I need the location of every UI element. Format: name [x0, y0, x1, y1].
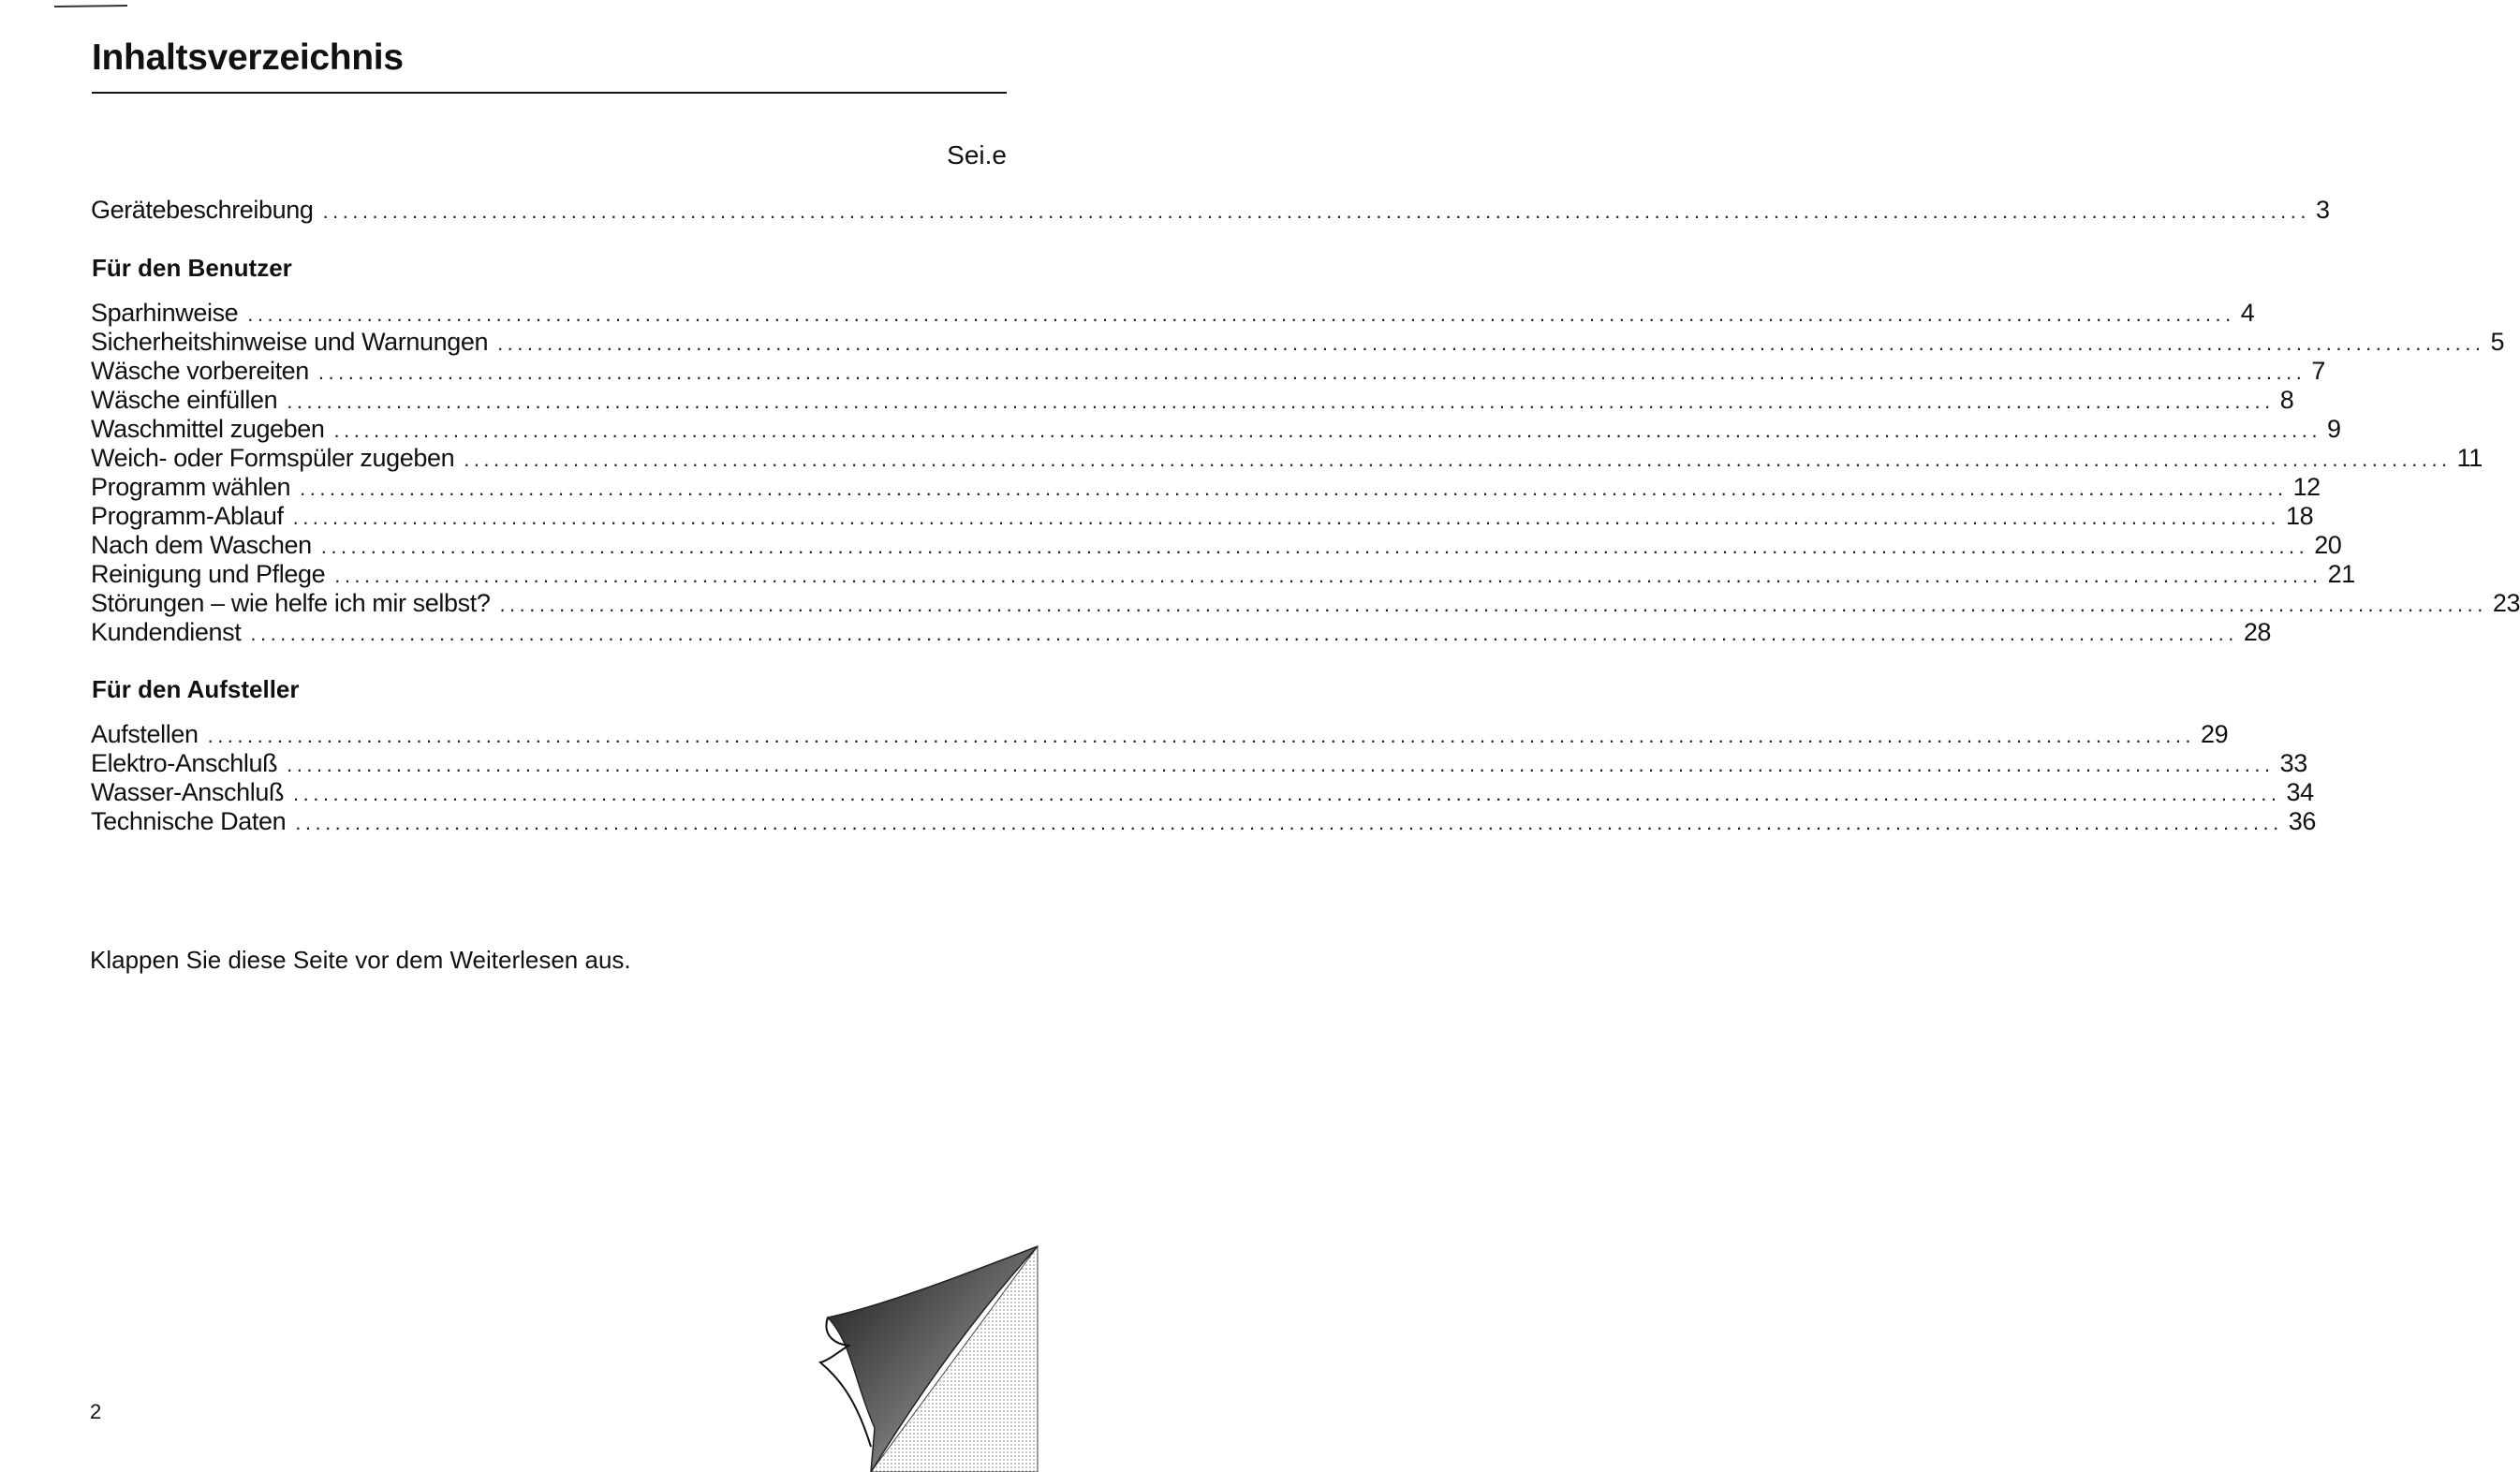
toc-entry-page: 28 [2243, 618, 2272, 646]
toc-entry-title: Nach dem Waschen [91, 531, 321, 560]
toc-entry[interactable] [91, 328, 2505, 357]
toc-leader: ........................................................................................................................................................................................................ [287, 390, 2275, 413]
toc-leader: ........................................................................................................................................................................................................ [247, 302, 2235, 326]
toc-entry[interactable] [91, 807, 2316, 836]
toc-entry[interactable] [91, 749, 2307, 778]
toc-leader: ........................................................................................................................................................................................................ [320, 535, 2309, 558]
toc-leader: ........................................................................................................................................................................................................ [295, 811, 2283, 834]
toc-entry[interactable] [91, 618, 2272, 647]
toc-entry-title: Elektro-Anschluß [91, 749, 287, 778]
toc-entry[interactable] [91, 386, 2294, 415]
page-title: Inhaltsverzeichnis [92, 37, 404, 78]
toc-section-list-aufsteller [91, 720, 2316, 836]
toc-entry-page: 23 [2492, 589, 2520, 617]
toc-entry-title: Wäsche vorbereiten [91, 357, 318, 386]
toc-entry-page: 7 [2311, 357, 2326, 385]
section-heading-benutzer: Für den Benutzer [92, 254, 292, 282]
toc-entry-page: 21 [2327, 560, 2355, 588]
toc-entry[interactable] [91, 357, 2326, 386]
title-divider [92, 92, 1007, 94]
toc-leader: ........................................................................................................................................................................................................ [292, 506, 2281, 529]
toc-leader: ........................................................................................................................................................................................................ [499, 593, 2487, 616]
toc-entry-title: Programm wählen [91, 473, 300, 502]
toc-entry-title: Technische Daten [91, 807, 295, 836]
toc-entry-page: 11 [2456, 444, 2483, 472]
toc-entry[interactable] [91, 502, 2314, 531]
scan-artifact-mark [54, 4, 129, 7]
page-curl-icon [815, 1241, 1039, 1472]
toc-entry-page: 29 [2201, 720, 2229, 748]
toc-entry[interactable] [91, 415, 2341, 444]
toc-entry-title: Sparhinweise [91, 299, 247, 328]
toc-intro-list [91, 196, 2330, 225]
toc-entry-page: 5 [2490, 328, 2505, 356]
toc-entry-title: Waschmittel zugeben [91, 415, 334, 444]
toc-leader: ........................................................................................................................................................................................................ [293, 782, 2281, 805]
toc-leader: ........................................................................................................................................................................................................ [464, 448, 2452, 471]
toc-entry-title: Reinigung und Pflege [91, 560, 334, 589]
toc-leader: ........................................................................................................................................................................................................ [334, 564, 2322, 587]
toc-leader: ........................................................................................................................................................................................................ [333, 419, 2321, 442]
toc-entry-title: Wäsche einfüllen [91, 386, 287, 415]
toc-leader: ........................................................................................................................................................................................................ [322, 199, 2310, 223]
toc-entry-page: 4 [2240, 299, 2255, 327]
toc-leader: ........................................................................................................................................................................................................ [207, 724, 2196, 747]
toc-entry[interactable] [91, 473, 2321, 502]
toc-leader: ........................................................................................................................................................................................................ [317, 361, 2306, 384]
toc-entry[interactable] [91, 299, 2255, 328]
toc-entry[interactable] [91, 444, 2483, 473]
toc-entry[interactable] [91, 589, 2520, 618]
toc-entry-title: Kundendienst [91, 618, 250, 647]
toc-entry-page: 34 [2286, 778, 2314, 806]
fold-out-note: Klappen Sie diese Seite vor dem Weiterlesen aus. [90, 946, 631, 974]
toc-entry-title: Aufstellen [91, 720, 208, 749]
toc-entry[interactable] [91, 720, 2229, 749]
toc-leader: ........................................................................................................................................................................................................ [287, 753, 2275, 776]
toc-entry[interactable] [91, 196, 2330, 225]
toc-entry-page: 8 [2279, 386, 2294, 414]
toc-entry-page: 3 [2315, 196, 2330, 224]
toc-section-list-benutzer [91, 299, 2520, 647]
toc-entry-page: 20 [2314, 531, 2342, 559]
toc-entry-title: Programm-Ablauf [91, 502, 293, 531]
toc-entry-title: Störungen – wie helfe ich mir selbst? [91, 589, 499, 618]
page-column-label: Sei.e [947, 140, 1007, 169]
toc-entry-page: 36 [2288, 807, 2316, 835]
page-number: 2 [90, 1400, 102, 1423]
toc-entry-page: 18 [2286, 502, 2314, 530]
toc-entry[interactable] [91, 778, 2314, 807]
toc-entry-title: Sicherheitshinweise und Warnungen [91, 328, 497, 357]
toc-entry-page: 12 [2292, 473, 2321, 501]
toc-entry-title: Weich- oder Formspüler zugeben [91, 444, 464, 473]
section-heading-aufsteller: Für den Aufsteller [92, 675, 300, 703]
toc-leader: ........................................................................................................................................................................................................ [250, 622, 2238, 645]
toc-entry-title: Gerätebeschreibung [91, 196, 322, 225]
toc-entry-page: 9 [2327, 415, 2341, 443]
toc-entry-title: Wasser-Anschluß [91, 778, 293, 807]
toc-entry[interactable] [91, 531, 2342, 560]
toc-leader: ........................................................................................................................................................................................................ [300, 477, 2288, 500]
toc-entry-page: 33 [2279, 749, 2307, 777]
toc-leader: ........................................................................................................................................................................................................ [497, 331, 2485, 355]
toc-entry[interactable] [91, 560, 2355, 589]
